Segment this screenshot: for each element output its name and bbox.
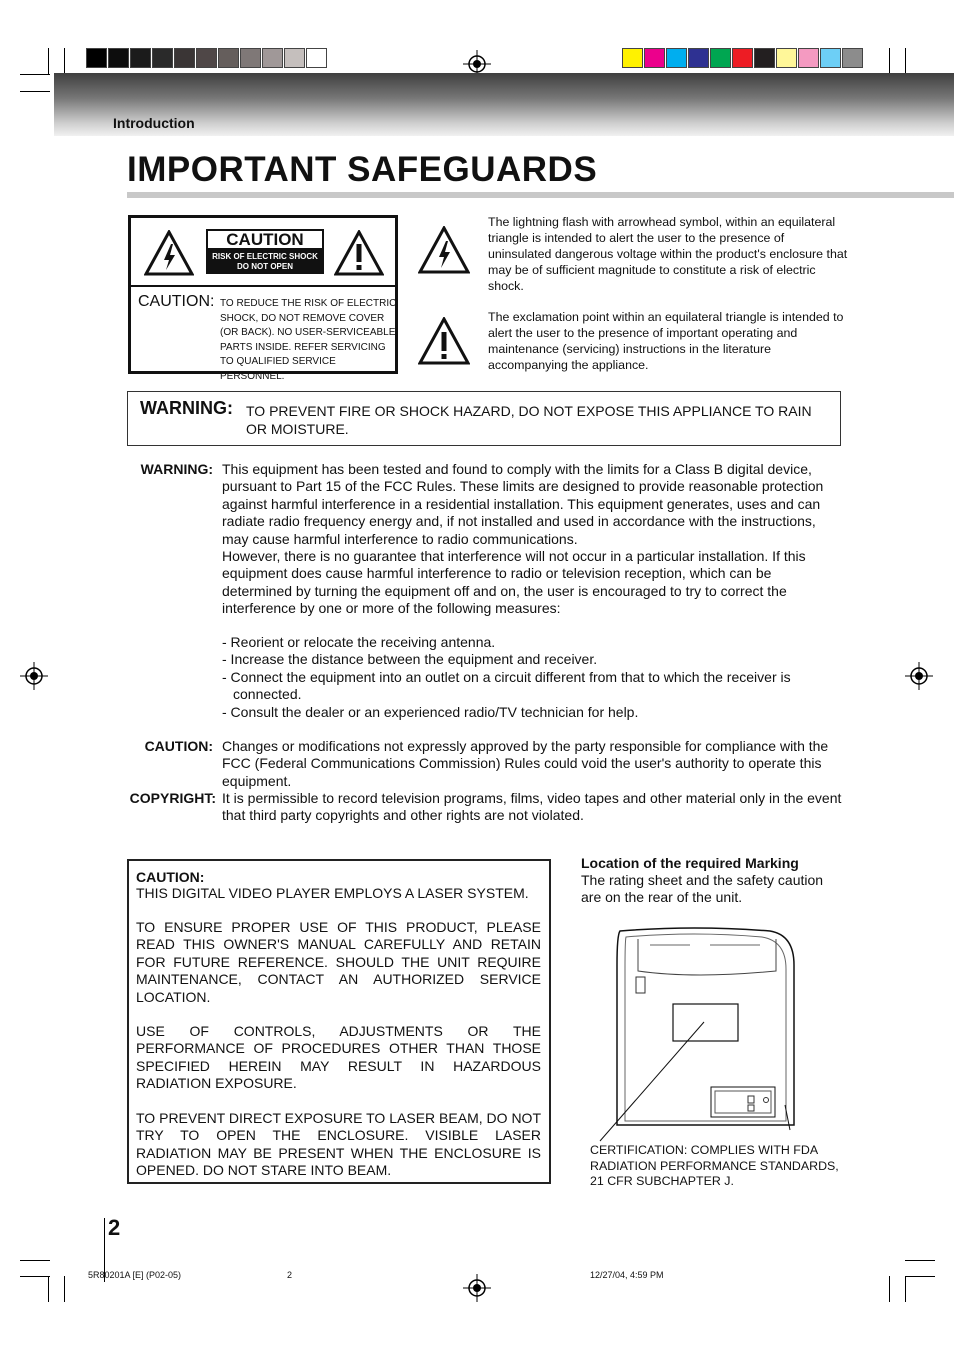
caution-term: CAUTION: (144, 738, 213, 754)
color-swatch (666, 48, 687, 68)
list-item: - Connect the equipment into an outlet on a circuit different from that to which the receiver is connected. (222, 668, 791, 703)
color-swatch (754, 48, 775, 68)
color-swatch (798, 48, 819, 68)
color-swatch (306, 48, 327, 68)
list-item: - Reorient or relocate the receiving antenna. (222, 634, 496, 650)
color-swatch (284, 48, 305, 68)
color-swatch (240, 48, 261, 68)
registration-mark-right-icon (905, 662, 933, 690)
list-item: - Consult the dealer or an experienced radio/TV technician for help. (222, 703, 639, 720)
color-swatch (622, 48, 643, 68)
laser-paragraph-1: THIS DIGITAL VIDEO PLAYER EMPLOYS A LASER SYSTEM. (136, 885, 529, 901)
section-label: Introduction (113, 115, 195, 131)
footer-job-id: 5R80201A [E] (P02-05) (88, 1270, 182, 1280)
exclamation-triangle-icon (334, 230, 384, 276)
caution-plate-line1: RISK OF ELECTRIC SHOCK (212, 252, 318, 261)
caution-plate-word: CAUTION (206, 229, 324, 250)
warning-box-text: TO PREVENT FIRE OR SHOCK HAZARD, DO NOT EXPOSE THIS APPLIANCE TO RAIN OR MOISTURE. (246, 403, 812, 437)
lightning-triangle-icon (144, 230, 194, 276)
caution-label-panel (128, 215, 398, 382)
fcc-warning-term: WARNING: (140, 461, 213, 477)
exclamation-triangle-icon (418, 317, 470, 365)
caution-note-text: Changes or modifications not expressly approved by the party responsible for compliance with the FCC (Federal Communications Commission) Rules could void the user's authority to operate this equipment. (222, 738, 829, 789)
list-item: - Increase the distance between the equipment and receiver. (222, 651, 598, 668)
color-swatch (820, 48, 841, 68)
laser-paragraph-3: USE OF CONTROLS, ADJUSTMENTS OR THE PERFORMANCE OF PROCEDURES OTHER THAN THOSE SPECIFIED HEREIN MAY RESULT IN HAZARDOUS RADIATION EXPOSURE. (136, 1023, 541, 1092)
fcc-measures-list (222, 634, 844, 721)
color-swatches (622, 48, 864, 68)
caution-label-lead: CAUTION: (138, 293, 215, 310)
page-title: IMPORTANT SAFEGUARDS (127, 150, 598, 189)
page-number: 2 (108, 1215, 121, 1240)
color-swatch (130, 48, 151, 68)
certification-text: CERTIFICATION: COMPLIES WITH FDA RADIATION PERFORMANCE STANDARDS, 21 CFR SUBCHAPTER J. (590, 1143, 839, 1189)
color-swatch (688, 48, 709, 68)
caution-plate-line2: DO NOT OPEN (236, 262, 293, 271)
color-swatch (710, 48, 731, 68)
grayscale-swatches (86, 48, 328, 68)
footer-page: 2 (287, 1270, 293, 1280)
marking-text: The rating sheet and the safety caution are on the rear of the unit. (581, 872, 824, 905)
fcc-paragraph-2: However, there is no guarantee that interference will not occur in a particular installation. If this equipment does cause harmful interference to radio or television reception, which can be determined by turning the equipment off and on, the user is encouraged to try to correct the interference by one or more of the following measures: (222, 548, 806, 617)
lightning-symbol-description: The lightning flash with arrowhead symbol, within an equilateral triangle is intended to alert the user to the presence of uninsulated dangerous voltage within the product's enclosure that may be of sufficient magnitude to constitute a risk of electric shock. (488, 215, 848, 293)
laser-paragraph-4: TO PREVENT DIRECT EXPOSURE TO LASER BEAM, DO NOT TRY TO OPEN THE ENCLOSURE. VISIBLE LASER RADIATION MAY BE PRESENT WHEN THE ENCLOSURE IS OPENED. DO NOT STARE INTO BEAM. (136, 1110, 541, 1179)
registration-mark-left-icon (20, 662, 48, 690)
color-swatch (196, 48, 217, 68)
laser-paragraph-2: TO ENSURE PROPER USE OF THIS PRODUCT, PLEASE READ THIS OWNER'S MANUAL CAREFULLY AND RETAIN FOR FUTURE REFERENCE. SHOULD THE UNIT REQUIRE MAINTENANCE, CONTACT AN AUTHORIZED SERVICE LOCATION. (136, 919, 541, 1005)
marking-heading: Location of the required Marking (581, 855, 799, 871)
color-swatch (262, 48, 283, 68)
color-swatch (732, 48, 753, 68)
exclamation-symbol-description: The exclamation point within an equilateral triangle is intended to alert the user to the presence of important operating and maintenance (servicing) instructions in the literature accompanying the appliance. (488, 310, 844, 372)
registration-mark-bottom-icon (463, 1274, 491, 1302)
color-swatch (152, 48, 173, 68)
warning-box-heading: WARNING: (140, 398, 233, 418)
fcc-paragraph-1: This equipment has been tested and found to comply with the limits for a Class B digital device, pursuant to Part 15 of the FCC Rules. These limits are designed to provide reasonable protection against harmful interference in a residential installation. This equipment generates, uses and can radiate radio frequency energy and, if not installed and used in accordance with the instructions, may cause harmful interference to radio communications. (222, 461, 824, 547)
title-rule (127, 192, 954, 198)
laser-caution-box (127, 859, 551, 1184)
copyright-term: COPYRIGHT: (129, 790, 216, 806)
footer-timestamp: 12/27/04, 4:59 PM (590, 1270, 664, 1280)
color-swatch (86, 48, 107, 68)
lightning-triangle-icon (418, 226, 470, 274)
color-swatch (842, 48, 863, 68)
unit-rear-illustration (590, 925, 800, 1145)
caution-label-divider (131, 285, 395, 287)
caution-label-text: TO REDUCE THE RISK OF ELECTRIC SHOCK, DO NOT REMOVE COVER (OR BACK). NO USER-SERVICEABLE PARTS INSIDE. REFER SERVICING TO QUALIFIED SERVICE PERSONNEL. (220, 298, 397, 382)
warning-box (127, 391, 841, 446)
color-swatch (218, 48, 239, 68)
laser-caution-heading: CAUTION: (136, 869, 205, 885)
caution-plate (206, 229, 324, 274)
color-swatch (108, 48, 129, 68)
color-swatch (776, 48, 797, 68)
copyright-note-text: It is permissible to record television programs, films, video tapes and other material only in the event that third party copyrights and other rights are not violated. (222, 790, 842, 824)
color-swatch (174, 48, 195, 68)
color-swatch (644, 48, 665, 68)
